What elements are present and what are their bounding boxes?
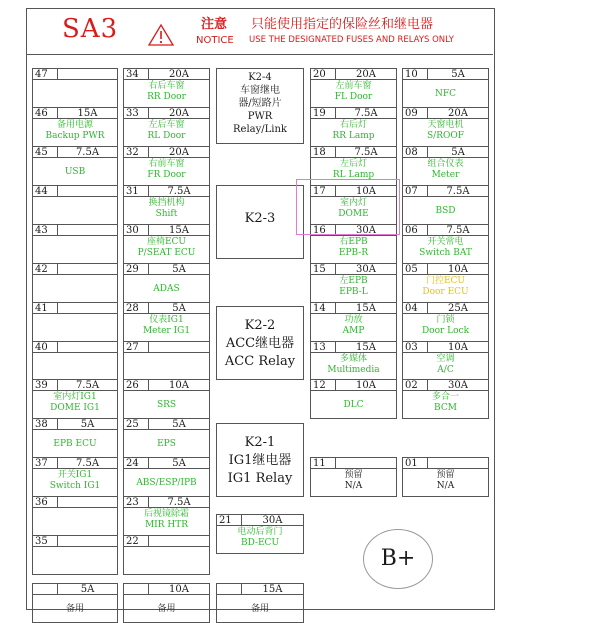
highlight-box xyxy=(296,179,400,235)
fuse-description-line: 换挡机构 xyxy=(148,198,185,208)
fuse-rating xyxy=(58,536,117,546)
fuse-description-line: 左后灯 xyxy=(339,159,367,169)
fuse-number: 01 xyxy=(403,458,428,468)
fuse-description xyxy=(32,595,118,623)
fuse-slot xyxy=(123,418,210,458)
fuse-slot xyxy=(402,146,489,186)
fuse-description-line: NFC xyxy=(434,89,456,99)
fuse-description-line: P/SEAT ECU xyxy=(137,248,196,258)
fuse-rating: 7.5A xyxy=(167,186,191,197)
fuse-number: 18 xyxy=(311,147,336,157)
fuse-rating: 25A xyxy=(448,303,468,314)
header-divider xyxy=(26,54,493,55)
fuse-rating: 15A xyxy=(77,108,98,119)
fuse-rating: 5A xyxy=(80,419,95,430)
fuse-description-line: 右后灯 xyxy=(339,120,367,130)
fuse-description xyxy=(123,595,210,623)
fuse-rating: 10A xyxy=(169,380,189,391)
fuse-description-line: MIR HTR xyxy=(144,520,189,530)
fuse-slot xyxy=(32,535,118,575)
fuse-rating: 5A xyxy=(172,264,186,275)
fuse-description-line: 室内灯IG1 xyxy=(53,392,97,402)
fuse-description-line: 备用 xyxy=(157,604,176,614)
fuse-number xyxy=(124,584,149,594)
fuse-rating xyxy=(58,342,117,352)
fuse-description-line: ABS/ESP/IPB xyxy=(136,478,197,488)
fuse-description-line: EPS xyxy=(157,439,176,449)
fuse-number: 11 xyxy=(311,458,336,468)
fuse-number: 09 xyxy=(403,108,428,118)
fuse-rating: 20A xyxy=(169,108,189,119)
fuse-description-line: 左后车窗 xyxy=(148,120,185,130)
fuse-description xyxy=(123,353,210,381)
fuse-description-line: Meter IG1 xyxy=(142,326,191,336)
fuse-description xyxy=(310,275,397,303)
fuse-rating xyxy=(149,342,209,352)
fuse-number: 35 xyxy=(33,536,58,546)
fuse-description-line: 开关IG1 xyxy=(57,470,93,480)
fuse-number: 45 xyxy=(33,147,58,157)
fuse-description-line: N/A xyxy=(436,481,455,491)
notice-label-zh: 注意 xyxy=(201,17,228,32)
fuse-number: 21 xyxy=(217,515,242,525)
fuse-number: 34 xyxy=(124,69,149,79)
fuse-number: 47 xyxy=(33,69,58,79)
fuse-description xyxy=(402,469,489,497)
fuse-rating: 7.5A xyxy=(446,225,470,236)
fuse-description-line: 左EPB xyxy=(339,276,368,286)
fuse-description-line: 组合仪表 xyxy=(427,159,464,169)
fuse-slot xyxy=(123,583,210,623)
fuse-description-line: 右前车窗 xyxy=(148,159,185,169)
fuse-description-line: 备用 xyxy=(250,604,269,614)
fuse-description-line: DOME xyxy=(338,209,369,219)
relay-label-line: K2-1 xyxy=(244,435,276,450)
fuse-number: 37 xyxy=(33,458,58,468)
fuse-number: 39 xyxy=(33,380,58,390)
fuse-description-line: BSD xyxy=(435,206,456,216)
fuse-description-line: FL Door xyxy=(334,92,373,102)
fuse-rating: 15A xyxy=(262,584,283,595)
fuse-rating: 30A xyxy=(356,225,376,236)
fuse-number: 29 xyxy=(124,264,149,274)
fuse-number xyxy=(217,584,242,594)
fuse-slot xyxy=(402,341,489,381)
fuse-number: 41 xyxy=(33,303,58,313)
fuse-description-line: EPB-L xyxy=(339,287,368,297)
fuse-rating: 15A xyxy=(169,225,189,236)
fuse-description-line: 空调 xyxy=(436,354,455,364)
fuse-description xyxy=(123,469,210,497)
fuse-slot xyxy=(32,263,118,303)
fuse-number: 44 xyxy=(33,186,58,196)
fuse-description xyxy=(402,119,489,147)
fuse-description-line: 多合一 xyxy=(431,392,459,402)
fuse-rating: 5A xyxy=(451,69,465,80)
fuse-rating: 30A xyxy=(262,515,283,526)
fuse-description xyxy=(402,158,489,186)
fuse-description xyxy=(123,391,210,419)
fuse-number: 16 xyxy=(311,225,336,235)
fuse-description-line: 功放 xyxy=(344,315,363,325)
fuse-description xyxy=(123,158,210,186)
fuse-description-line: ADAS xyxy=(153,284,180,294)
fuse-description-line: 仪表IG1 xyxy=(149,315,184,325)
fuse-number: 14 xyxy=(311,303,336,313)
fuse-slot xyxy=(32,68,118,108)
fuse-slot xyxy=(32,418,118,458)
fuse-description-line: FR Door xyxy=(147,170,186,180)
fuse-rating: 15A xyxy=(356,342,376,353)
fuse-description-line: 门控ECU xyxy=(425,276,466,286)
fuse-description-line: 右EPB xyxy=(339,237,368,247)
fuse-slot xyxy=(32,457,118,497)
fuse-slot xyxy=(32,302,118,342)
fuse-description xyxy=(123,80,210,108)
fuse-description xyxy=(216,526,304,554)
fuse-number: 40 xyxy=(33,342,58,352)
fuse-rating: 5A xyxy=(80,584,95,595)
fuse-rating xyxy=(58,264,117,274)
fuse-rating: 20A xyxy=(169,69,189,80)
fuse-slot xyxy=(32,496,118,536)
fuse-description xyxy=(32,275,118,303)
fuse-description xyxy=(310,353,397,381)
fuse-slot xyxy=(123,185,210,225)
fuse-slot xyxy=(123,535,210,575)
relay-label-line: ACC继电器 xyxy=(225,336,295,351)
fuse-rating: 5A xyxy=(172,303,186,314)
warning-icon xyxy=(148,24,174,46)
fuse-description-line: 座椅ECU xyxy=(146,237,187,247)
fuse-description xyxy=(32,80,118,108)
fuse-rating: 7.5A xyxy=(167,497,191,508)
fuse-slot xyxy=(123,496,210,536)
fuse-slot xyxy=(32,185,118,225)
fuse-slot xyxy=(32,146,118,186)
fuse-rating: 5A xyxy=(172,419,186,430)
fuse-rating: 10A xyxy=(448,342,468,353)
fuse-description xyxy=(310,469,397,497)
fuse-number: 28 xyxy=(124,303,149,313)
fuse-description-line: 门锁 xyxy=(436,315,455,325)
fuse-slot xyxy=(123,379,210,419)
fuse-description xyxy=(123,275,210,303)
fuse-slot xyxy=(123,302,210,342)
fuse-description-line: Switch IG1 xyxy=(49,481,101,491)
fuse-number: 22 xyxy=(124,536,149,546)
fuse-description-line: N/A xyxy=(344,481,363,491)
fuse-slot xyxy=(123,263,210,303)
fuse-slot xyxy=(123,107,210,147)
fuse-slot xyxy=(310,263,397,303)
fuse-number: 38 xyxy=(33,419,58,429)
fuse-description-line: 天窗电机 xyxy=(427,120,464,130)
fuse-description xyxy=(32,353,118,381)
fuse-slot xyxy=(402,224,489,264)
fuse-description xyxy=(32,158,118,186)
fuse-slot xyxy=(402,302,489,342)
fuse-slot xyxy=(310,302,397,342)
fuse-slot xyxy=(123,68,210,108)
fuse-rating: 30A xyxy=(448,380,468,391)
fuse-number: 30 xyxy=(124,225,149,235)
fuse-description xyxy=(32,119,118,147)
fuse-description-line: 左前车窗 xyxy=(335,81,372,91)
fuse-description-line: Door ECU xyxy=(422,287,469,297)
fuse-description xyxy=(402,80,489,108)
fuse-description xyxy=(123,314,210,342)
fuse-description xyxy=(32,430,118,458)
fuse-slot xyxy=(123,224,210,264)
fuse-rating: 7.5A xyxy=(354,108,378,119)
fuse-description xyxy=(310,314,397,342)
fuse-description-line: DLC xyxy=(343,400,364,410)
fuse-slot xyxy=(402,379,489,419)
fuse-number: 25 xyxy=(124,419,149,429)
fuse-description-line: 后视镜除霜 xyxy=(143,509,189,519)
fuse-description-line: DOME IG1 xyxy=(50,403,100,413)
fuse-rating: 5A xyxy=(172,458,186,469)
fuse-slot xyxy=(216,514,304,554)
fuse-slot xyxy=(32,583,118,623)
fuse-number: 42 xyxy=(33,264,58,274)
fuse-number: 24 xyxy=(124,458,149,468)
fuse-slot xyxy=(402,68,489,108)
fuse-description-line: S/ROOF xyxy=(427,131,464,141)
fuse-description-line: Shift xyxy=(155,209,178,219)
fuse-rating: 20A xyxy=(356,69,376,80)
fuse-slot xyxy=(32,224,118,264)
fuse-rating: 7.5A xyxy=(75,458,100,469)
fuse-slot xyxy=(216,583,304,623)
fuse-description-line: 电动后背门 xyxy=(237,527,283,537)
fuse-slot xyxy=(310,341,397,381)
fuse-description xyxy=(32,391,118,419)
fuse-description-line: 多媒体 xyxy=(339,354,367,364)
fuse-description xyxy=(123,547,210,575)
relay-label-line: ACC Relay xyxy=(224,354,296,369)
fuse-number: 05 xyxy=(403,264,428,274)
fuse-number: 19 xyxy=(311,108,336,118)
fuse-slot xyxy=(402,263,489,303)
fuse-slot xyxy=(32,379,118,419)
fuse-number: 17 xyxy=(311,186,336,196)
fuse-rating xyxy=(58,497,117,507)
fuse-description-line: RL Door xyxy=(147,131,186,141)
relay-label-line: IG1继电器 xyxy=(228,453,292,468)
relay-label-line: K2-2 xyxy=(244,318,276,333)
fuse-description-line: Switch BAT xyxy=(419,248,472,258)
relay-block xyxy=(216,68,304,144)
fuse-number: 32 xyxy=(124,147,149,157)
fuse-description-line: BD-ECU xyxy=(240,538,280,548)
fuse-description-line: RL Lamp xyxy=(332,170,375,180)
fuse-description-line: Door Lock xyxy=(421,326,470,336)
relay-label-line: 器/短路片 xyxy=(238,98,282,109)
fuse-number: 13 xyxy=(311,342,336,352)
fuse-rating xyxy=(58,186,117,196)
fuse-description xyxy=(123,508,210,536)
fuse-description-line: EPB-R xyxy=(338,248,369,258)
relay-block xyxy=(216,185,304,259)
fuse-rating xyxy=(428,458,488,468)
relay-label-line: K2-3 xyxy=(244,211,276,226)
fuse-description xyxy=(402,391,489,419)
fuse-description-line: 备用电源 xyxy=(56,120,93,130)
fuse-rating: 10A xyxy=(356,380,376,391)
fuse-rating: 7.5A xyxy=(75,147,100,158)
fuse-slot xyxy=(123,146,210,186)
fuse-slot xyxy=(32,341,118,381)
fuse-number: 08 xyxy=(403,147,428,157)
relay-label-line: IG1 Relay xyxy=(227,471,293,486)
fuse-description xyxy=(310,236,397,264)
fuse-number: 23 xyxy=(124,497,149,507)
fuse-rating: 10A xyxy=(448,264,468,275)
battery-terminal: B+ xyxy=(363,529,433,589)
fuse-number: 10 xyxy=(403,69,428,79)
fuse-rating xyxy=(336,458,396,468)
fuse-description-line: Meter xyxy=(431,170,460,180)
fuse-slot xyxy=(32,107,118,147)
fuse-rating xyxy=(58,225,117,235)
fuse-number: 07 xyxy=(403,186,428,196)
fuse-number: 06 xyxy=(403,225,428,235)
fuse-description-line: A/C xyxy=(437,365,454,375)
box-title: SA3 xyxy=(62,14,119,44)
fuse-description-line: 备用 xyxy=(65,604,84,614)
fuse-description xyxy=(216,595,304,623)
fuse-slot xyxy=(310,107,397,147)
fuse-rating xyxy=(58,69,117,79)
fuse-description-line: AMP xyxy=(342,326,365,336)
fuse-rating: 20A xyxy=(169,147,189,158)
fuse-description-line: Backup PWR xyxy=(45,131,105,141)
fuse-description-line: 预留 xyxy=(436,470,455,480)
fuse-description xyxy=(402,236,489,264)
fuse-slot xyxy=(123,341,210,381)
fuse-number xyxy=(33,584,58,594)
fuse-number: 02 xyxy=(403,380,428,390)
fuse-number: 12 xyxy=(311,380,336,390)
fuse-slot xyxy=(402,107,489,147)
fuse-number: 27 xyxy=(124,342,149,352)
fuse-number: 04 xyxy=(403,303,428,313)
notice-message-zh: 只能使用指定的保险丝和继电器 xyxy=(251,17,434,32)
fuse-description-line: 室内灯 xyxy=(339,198,367,208)
fuse-description-line: RR Lamp xyxy=(332,131,375,141)
fuse-description-line: SRS xyxy=(156,400,177,410)
fuse-rating: 7.5A xyxy=(75,380,100,391)
fuse-description xyxy=(32,508,118,536)
fuse-description xyxy=(310,391,397,419)
fuse-rating: 20A xyxy=(448,108,468,119)
fuse-description-line: USB xyxy=(64,167,86,177)
fuse-rating: 7.5A xyxy=(354,147,378,158)
relay-block xyxy=(216,423,304,497)
fuse-description-line: 开关常电 xyxy=(427,237,464,247)
fuse-slot xyxy=(310,379,397,419)
fuse-description xyxy=(123,236,210,264)
fuse-rating: 10A xyxy=(356,186,376,197)
fuse-description-line: Multimedia xyxy=(327,365,380,375)
fuse-description xyxy=(310,119,397,147)
fuse-slot xyxy=(310,68,397,108)
relay-label-line: 车窗继电 xyxy=(240,85,280,96)
relay-label-line: K2-4 xyxy=(248,72,272,83)
fuse-description xyxy=(310,80,397,108)
fuse-number: 31 xyxy=(124,186,149,196)
fuse-slot xyxy=(310,457,397,497)
fuse-rating: 30A xyxy=(356,264,376,275)
fuse-number: 33 xyxy=(124,108,149,118)
fuse-description xyxy=(123,197,210,225)
relay-label-line: Relay/Link xyxy=(233,124,287,135)
fuse-description-line: 预留 xyxy=(344,470,363,480)
notice-message-en: USE THE DESIGNATED FUSES AND RELAYS ONLY xyxy=(249,35,454,45)
fuse-number: 15 xyxy=(311,264,336,274)
fuse-description xyxy=(32,547,118,575)
fuse-description xyxy=(123,119,210,147)
fuse-description xyxy=(32,314,118,342)
fuse-description xyxy=(32,197,118,225)
fuse-number: 20 xyxy=(311,69,336,79)
fuse-description-line: 右后车窗 xyxy=(148,81,185,91)
fuse-slot xyxy=(402,457,489,497)
fuse-rating xyxy=(149,536,209,546)
fuse-number: 36 xyxy=(33,497,58,507)
fuse-description xyxy=(402,353,489,381)
fuse-description xyxy=(402,197,489,225)
fuse-rating xyxy=(58,303,117,313)
fuse-description-line: EPB ECU xyxy=(53,439,97,449)
fuse-description xyxy=(402,275,489,303)
fuse-description-line: BCM xyxy=(434,403,457,413)
fuse-description xyxy=(32,236,118,264)
fuse-number: 43 xyxy=(33,225,58,235)
relay-block xyxy=(216,306,304,380)
fuse-description xyxy=(402,314,489,342)
fuse-rating: 15A xyxy=(356,303,376,314)
fuse-slot xyxy=(402,185,489,225)
fuse-description-line: RR Door xyxy=(147,92,186,102)
fuse-description xyxy=(32,469,118,497)
fuse-rating: 10A xyxy=(169,584,189,595)
fuse-slot xyxy=(123,457,210,497)
fuse-description xyxy=(123,430,210,458)
relay-label-line: PWR xyxy=(247,111,273,122)
fuse-rating: 5A xyxy=(451,147,465,158)
fuse-rating: 7.5A xyxy=(446,186,470,197)
fuse-number: 26 xyxy=(124,380,149,390)
notice-label-en: NOTICE xyxy=(196,35,234,46)
fuse-number: 46 xyxy=(33,108,58,118)
fuse-number: 03 xyxy=(403,342,428,352)
